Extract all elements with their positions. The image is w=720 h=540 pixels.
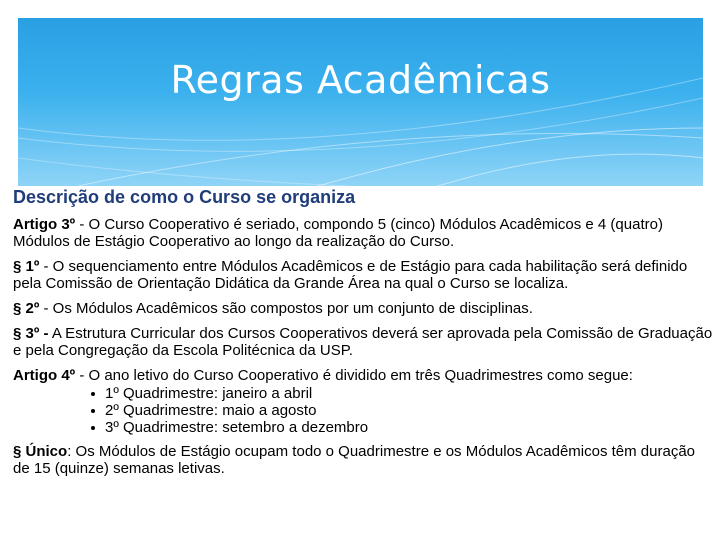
content-heading: Descrição de como o Curso se organiza (13, 187, 356, 207)
list-item (91, 385, 713, 402)
list-item (91, 402, 713, 419)
paragrafo-2 (13, 300, 713, 317)
quadrimestre-3: 3º Quadrimestre: setembro a dezembro (105, 419, 369, 436)
artigo-3-text: - O Curso Cooperativo é seriado, compondo 5 (cinco) Módulos Acadêmicos e 4 (quatro) Módulos de Estágio Cooperativo ao longo da realização do Curso. (13, 216, 663, 250)
artigo-4-paragraph (13, 367, 713, 384)
slide-title: Regras Acadêmicas (170, 58, 551, 102)
bullet-icon (91, 392, 95, 396)
paragrafo-3-label: § 3º - (13, 325, 49, 342)
artigo-3-label: Artigo 3º (13, 216, 76, 233)
paragrafo-unico-text: : Os Módulos de Estágio ocupam todo o Quadrimestre e os Módulos Acadêmicos têm duração de 15 (quinze) semanas letivas. (13, 443, 696, 477)
bullet-icon (91, 409, 95, 413)
paragrafo-unico (13, 443, 713, 477)
artigo-3-paragraph (13, 216, 713, 250)
paragrafo-1 (13, 258, 713, 292)
list-item (91, 419, 713, 436)
quadrimestre-2: 2º Quadrimestre: maio a agosto (105, 402, 317, 419)
paragrafo-2-label: § 2º (13, 300, 40, 317)
paragrafo-3-text: A Estrutura Curricular dos Cursos Cooperativos deverá ser aprovada pela Comissão de Graduação e pela Congregação da Escola Politécnica da USP. (13, 325, 713, 359)
quadrimestre-1: 1º Quadrimestre: janeiro a abril (105, 385, 313, 402)
paragrafo-2-text: - Os Módulos Acadêmicos são compostos por um conjunto de disciplinas. (39, 300, 533, 317)
paragrafo-1-text: - O sequenciamento entre Módulos Acadêmicos e de Estágio para cada habilitação será definido pela Comissão de Orientação Didática da Grande Área na qual o Curso se localiza. (13, 258, 688, 292)
slide-header (18, 18, 703, 186)
bullet-icon (91, 426, 95, 430)
slide-content (13, 186, 713, 536)
artigo-4-label: Artigo 4º (13, 367, 76, 384)
quadrimestres-list (13, 385, 713, 436)
decorative-swoosh-lines (18, 18, 703, 186)
paragrafo-unico-label: § Único (13, 443, 68, 460)
artigo-4-text: - O ano letivo do Curso Cooperativo é dividido em três Quadrimestres como segue: (75, 367, 633, 384)
paragrafo-3 (13, 325, 713, 359)
paragrafo-1-label: § 1º (13, 258, 40, 275)
